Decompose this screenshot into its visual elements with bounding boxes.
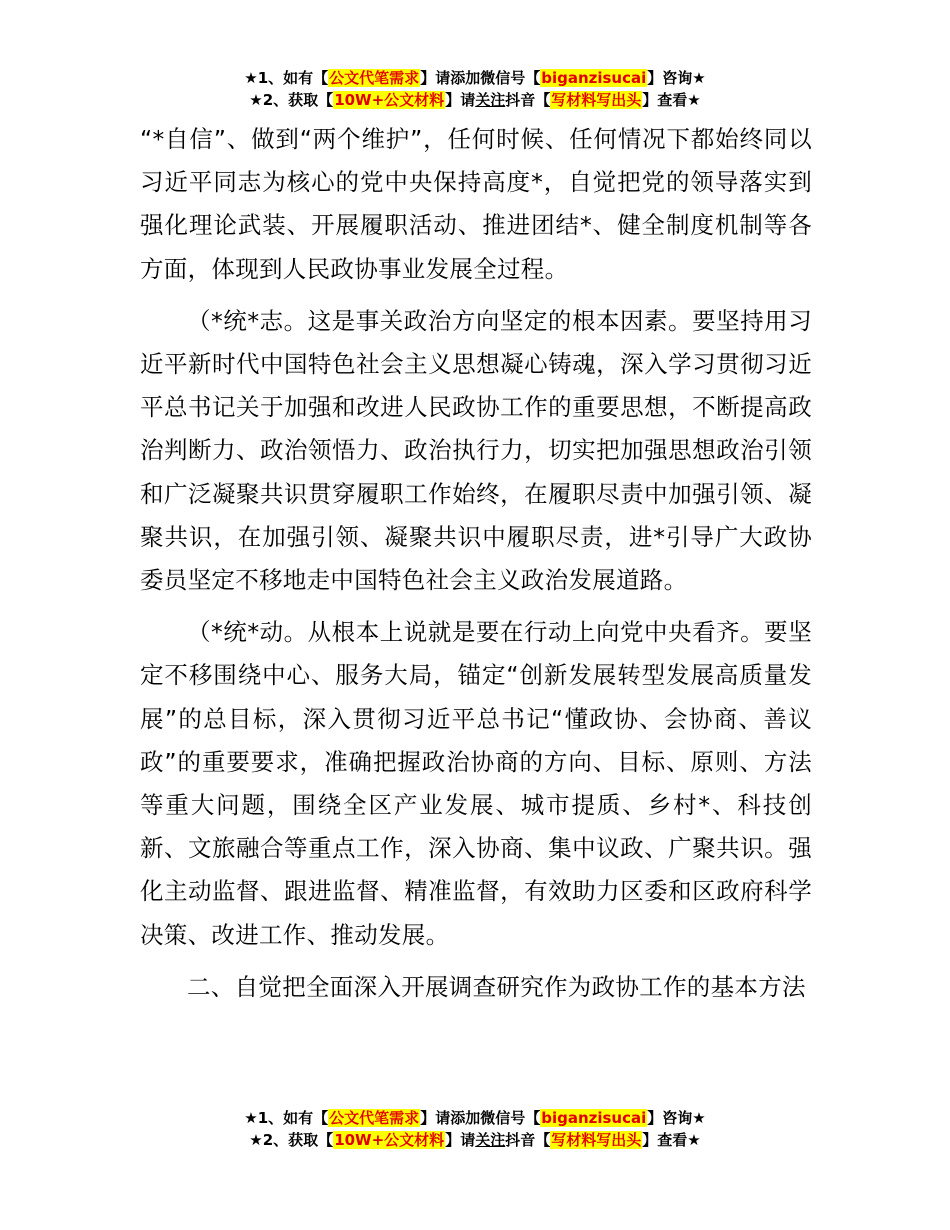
footer-line-1-highlight-service: 公文代笔需求 [329,1109,420,1127]
footer-line-1-prefix: ★1、如有【 [244,1109,329,1127]
header-line-2-highlight-materials: 10W+公文材料 [334,91,445,109]
header-banner [0,67,950,111]
footer-line-2-highlight-account: 写材料写出头 [551,1131,642,1149]
header-line-2 [0,89,950,111]
paragraph-unified-will: （*统*志。这是事关政治方向坚定的根本因素。要坚持用习近平新时代中国特色社会主义思想凝心铸魂，深入学习贯彻习近平总书记关于加强和改进人民政协工作的重要思想，不断提高政治判断力、政治领悟力、政治执行力，切实把加强思想政治引领和广泛凝聚共识贯穿履职工作始终，在履职尽责中加强引领、凝聚共识，在加强引领、凝聚共识中履职尽责，进*引导广大政协委员坚定不移地走中国特色社会主义政治发展道路。 [140,306,812,595]
document-body [140,118,812,1018]
header-line-2-middle-a: 】请 [445,91,476,109]
header-line-1-suffix: 】咨询★ [647,69,706,87]
header-line-2-suffix: 】查看★ [642,91,701,109]
footer-line-1-middle: 】请添加微信号【 [420,1109,541,1127]
paragraph-continuation: “*自信”、做到“两个维护”，任何时候、任何情况下都始终同以习近平同志为核心的党中央保持高度*，自觉把党的领导落实到强化理论武装、开展履职活动、推进团结*、健全制度机制等各方面，体现到人民政协事业发展全过程。 [140,125,812,283]
footer-line-1-highlight-wechat-id: biganzisucai [541,1109,647,1127]
header-line-1-prefix: ★1、如有【 [244,69,329,87]
header-line-2-underlined: 关注 [475,91,506,109]
footer-line-2-underlined: 关注 [475,1131,506,1149]
footer-line-2-suffix: 】查看★ [642,1131,701,1149]
header-line-2-highlight-account: 写材料写出头 [551,91,642,109]
header-line-1-highlight-wechat-id: biganzisucai [541,69,647,87]
footer-line-2-middle-a: 】请 [445,1131,476,1149]
footer-line-1 [0,1107,950,1129]
footer-line-2-highlight-materials: 10W+公文材料 [334,1131,445,1149]
footer-line-1-suffix: 】咨询★ [647,1109,706,1127]
header-line-1 [0,67,950,89]
paragraph-unified-action: （*统*动。从根本上说就是要在行动上向党中央看齐。要坚定不移围绕中心、服务大局，锚定“创新发展转型发展高质量发展”的总目标，深入贯彻习近平总书记“懂政协、会协商、善议政”的重要要求，准确把握政治协商的方向、目标、原则、方法等重大问题，围绕全区产业发展、城市提质、乡村*、科技创新、文旅融合等重点工作，深入协商、集中议政、广聚共识。强化主动监督、跟进监督、精准监督，有效助力区委和区政府科学决策、改进工作、推动发展。 [140,618,812,949]
header-line-1-highlight-service: 公文代笔需求 [329,69,420,87]
footer-line-2-middle-b: 抖音【 [505,1131,551,1149]
header-line-2-prefix: ★2、获取【 [249,91,334,109]
section-heading-2: 二、自觉把全面深入开展调查研究作为政协工作的基本方法 [187,972,806,1001]
header-line-2-middle-b: 抖音【 [505,91,551,109]
header-line-1-middle: 】请添加微信号【 [420,69,541,87]
footer-line-2-prefix: ★2、获取【 [249,1131,334,1149]
footer-line-2 [0,1129,950,1151]
footer-banner [0,1107,950,1151]
